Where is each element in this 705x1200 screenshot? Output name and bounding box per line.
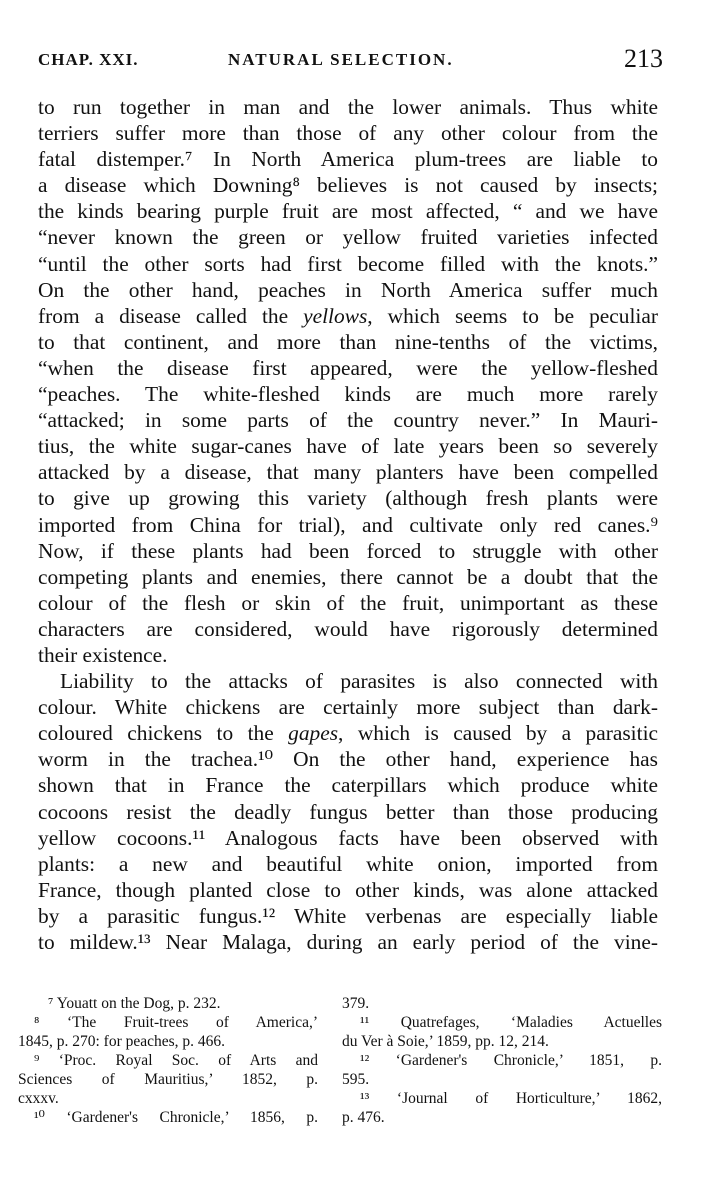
text-line: their existence.	[38, 642, 168, 667]
footnote-line: du Ver à Soie,’ 1859, pp. 12, 214.	[342, 1033, 549, 1050]
text-line: from a disease called the yellows, which seems to be peculiar	[38, 303, 658, 328]
text-line: On the other hand, peaches in North America suffer much	[38, 277, 658, 302]
text-line: colour. White chickens are certainly more subject than dark-	[38, 695, 658, 720]
text-line: attacked by a disease, that many planters have been compelled	[38, 460, 658, 485]
text-line: to run together in man and the lower animals. Thus white	[38, 95, 658, 119]
footnote-line: ¹¹ Quatrefages, ‘Maladies Actuelles	[360, 1014, 662, 1031]
text-line: shown that in France the caterpillars which produce white	[38, 773, 658, 798]
footnote-line: ¹³ ‘Journal of Horticulture,’ 1862,	[360, 1090, 662, 1107]
text-line: coloured chickens to the gapes, which is caused by a parasitic	[38, 721, 659, 746]
emphasis: yellows	[303, 303, 368, 328]
footnote-line: Sciences of Mauritius,’ 1852, p.	[18, 1071, 318, 1088]
running-header	[38, 44, 663, 78]
text-line: to that continent, and more than nine-tenths of the victims,	[38, 329, 658, 354]
text-line: imported from China for trial), and cultivate only red canes.⁹	[38, 512, 658, 537]
main-text	[38, 94, 658, 955]
text-line: cocoons resist the deadly fungus better than those producing	[38, 799, 658, 824]
footnote-line: ⁷ Youatt on the Dog, p. 232.	[48, 995, 221, 1012]
page-number: 213	[624, 44, 663, 73]
footnotes-left-column	[18, 994, 318, 1127]
text-line: colour of the flesh or skin of the fruit, unimportant as these	[38, 590, 658, 615]
running-title: NATURAL SELECTION.	[228, 50, 454, 69]
text-line: “when the disease first appeared, were the yellow-fleshed	[38, 355, 658, 380]
text-line: “never known the green or yellow fruited varieties infected	[38, 225, 658, 250]
text-line: by a parasitic fungus.¹² White verbenas are especially liable	[38, 903, 658, 928]
text-line: France, though planted close to other kinds, was alone attacked	[38, 877, 658, 902]
text-line: a disease which Downing⁸ believes is not caused by insects;	[38, 173, 658, 198]
text-line: tius, the white sugar-canes have of late years been so severely	[38, 434, 658, 459]
footnote-line: ⁸ ‘The Fruit-trees of America,’	[34, 1014, 318, 1031]
footnotes-right-column	[342, 994, 662, 1127]
text-line: “peaches. The white-fleshed kinds are much more rarely	[38, 382, 658, 407]
text-line: Now, if these plants had been forced to struggle with other	[38, 538, 658, 563]
footnote-line: ¹⁰ ‘Gardener's Chronicle,’ 1856, p.	[34, 1109, 318, 1126]
text-line: “attacked; in some parts of the country never.” In Mauri-	[38, 408, 658, 433]
text-line: Liability to the attacks of parasites is also connected with	[60, 669, 658, 694]
text-line: competing plants and enemies, there cannot be a doubt that the	[38, 564, 658, 589]
footnote-line: 379.	[342, 995, 370, 1012]
footnote-line: cxxxv.	[18, 1090, 59, 1107]
footnote-line: ⁹ ‘Proc. Royal Soc. of Arts and	[34, 1052, 318, 1069]
text-line: characters are considered, would have rigorously determined	[38, 616, 658, 641]
text-line: yellow cocoons.¹¹ Analogous facts have been observed with	[38, 825, 658, 850]
footnote-line: ¹² ‘Gardener's Chronicle,’ 1851, p.	[360, 1052, 662, 1069]
chapter-label: CHAP. XXI.	[38, 50, 139, 69]
text-line: “until the other sorts had first become filled with the knots.”	[38, 251, 658, 276]
text-line: fatal distemper.⁷ In North America plum-trees are liable to	[38, 147, 658, 172]
footnote-line: 595.	[342, 1071, 370, 1088]
emphasis: gapes	[288, 721, 339, 746]
text-line: to give up growing this variety (although fresh plants were	[38, 486, 658, 511]
footnote-line: 1845, p. 270: for peaches, p. 466.	[18, 1033, 226, 1050]
text-line: worm in the trachea.¹⁰ On the other hand, experience has	[38, 747, 658, 772]
text-line: the kinds bearing purple fruit are most affected, “ and we have	[38, 199, 658, 224]
footnote-line: p. 476.	[342, 1109, 385, 1126]
text-line: terriers suffer more than those of any other colour from the	[38, 121, 658, 146]
text-line: plants: a new and beautiful white onion, imported from	[38, 851, 658, 876]
text-line: to mildew.¹³ Near Malaga, during an early period of the vine-	[38, 930, 658, 954]
